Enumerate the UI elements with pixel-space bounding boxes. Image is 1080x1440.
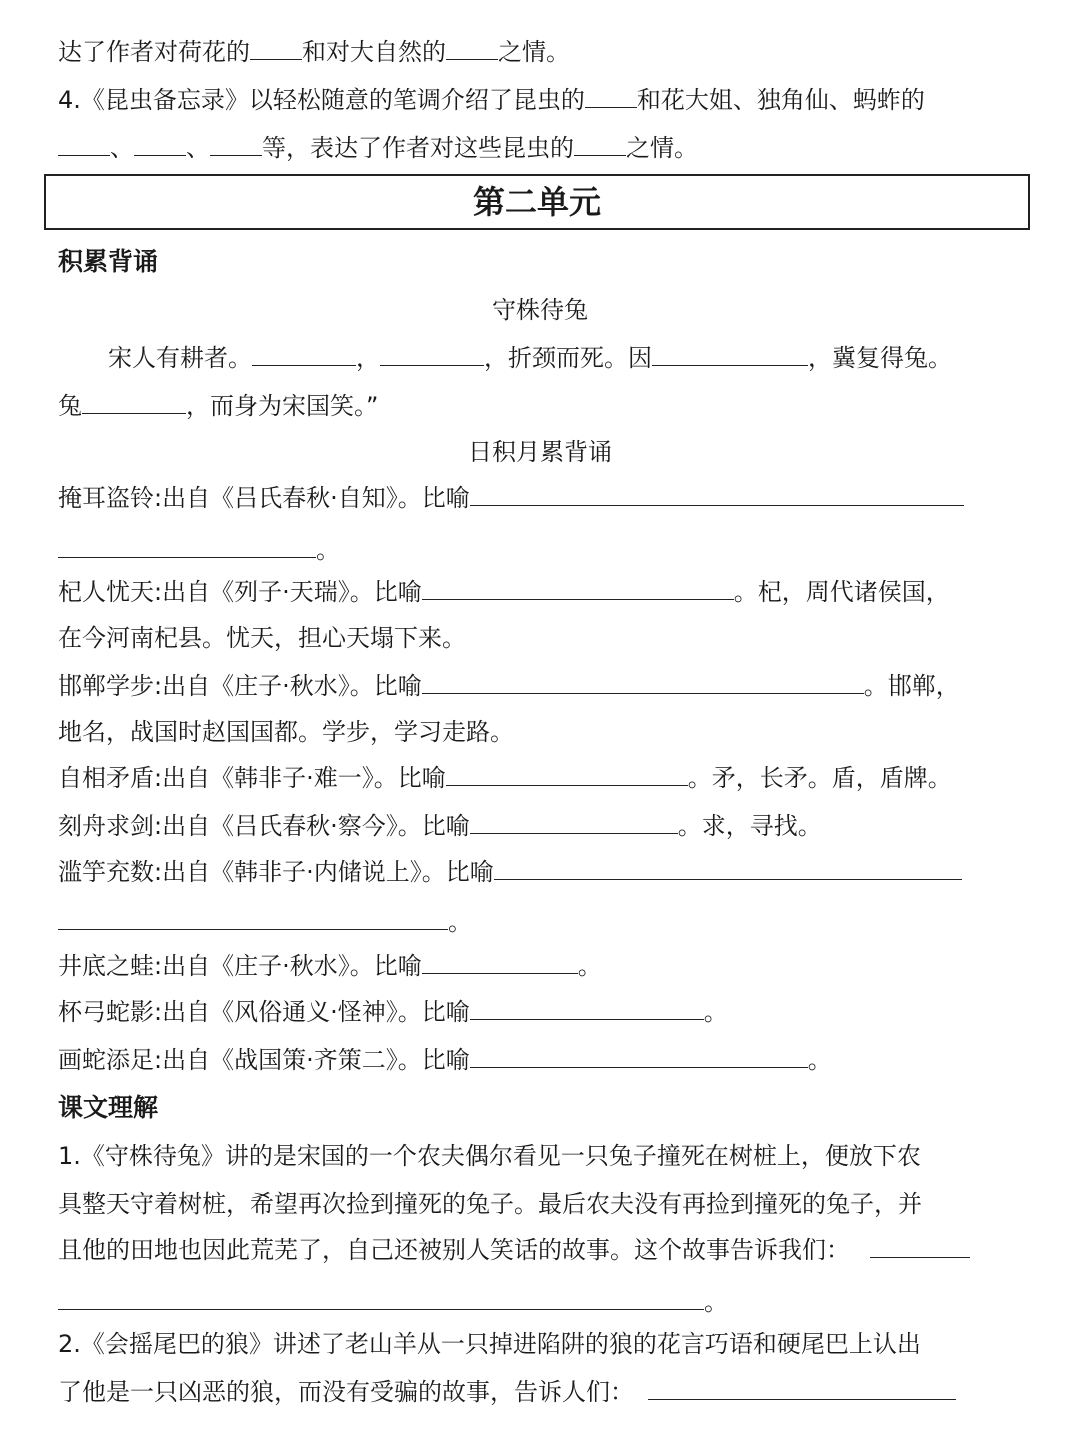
answer-blank[interactable] [58, 133, 110, 156]
answer-blank[interactable] [574, 133, 626, 156]
answer-blank[interactable] [652, 343, 808, 366]
idiom-6-cont: 。 [58, 906, 472, 938]
answer-blank[interactable] [470, 483, 964, 506]
idiom-8: 杯弓蛇影:出自《风俗通义·怪神》。比喻 。 [58, 998, 728, 1026]
poem-line-2: 兔 ，而身为宋国笑。” [58, 392, 379, 420]
idiom-3-cont: 地名，战国时赵国国都。学步，学习走路。 [58, 718, 514, 746]
idiom-2: 杞人忧天:出自《列子·天瑞》。比喻 。杞，周代诸侯国， [58, 578, 950, 606]
answer-blank[interactable] [470, 1045, 808, 1068]
answer-blank[interactable] [446, 763, 688, 786]
answer-blank[interactable] [422, 671, 864, 694]
comprehension-q1-line1: 1.《守株待兔》讲的是宋国的一个农夫偶尔看见一只兔子撞死在树桩上，便放下农 [58, 1142, 921, 1170]
answer-blank[interactable] [82, 391, 186, 414]
answer-blank[interactable] [250, 37, 302, 60]
comprehension-q1-line3: 且他的田地也因此荒芜了，自己还被别人笑话的故事。这个故事告诉我们： [58, 1234, 970, 1266]
poem-title: 守株待兔 [492, 296, 588, 324]
section-heading-accumulation: 积累背诵 [58, 247, 159, 276]
answer-blank[interactable] [422, 577, 734, 600]
comprehension-q1-line2: 具整天守着树桩，希望再次捡到撞死的兔子。最后农夫没有再捡到撞死的兔子，并 [58, 1190, 922, 1218]
unit1-q4-line1: 4.《昆虫备忘录》以轻松随意的笔调介绍了昆虫的 和花大姐、独角仙、蚂蚱的 [58, 86, 925, 114]
answer-blank[interactable] [470, 997, 704, 1020]
answer-blank[interactable] [870, 1235, 970, 1258]
comprehension-q2-line1: 2.《会摇尾巴的狼》讲述了老山羊从一只掉进陷阱的狼的花言巧语和硬尾巴上认出 [58, 1330, 921, 1358]
answer-blank[interactable] [58, 907, 448, 930]
answer-blank[interactable] [494, 857, 962, 880]
idiom-1: 掩耳盗铃:出自《吕氏春秋·自知》。比喻 [58, 482, 964, 514]
section-heading-comprehension: 课文理解 [58, 1093, 159, 1122]
comprehension-q2-line2: 了他是一只凶恶的狼，而没有受骗的故事，告诉人们： [58, 1376, 956, 1408]
idiom-4: 自相矛盾:出自《韩非子·难一》。比喻 。矛，长矛。盾，盾牌。 [58, 764, 952, 792]
idiom-1-cont: 。 [58, 534, 340, 566]
unit1-q3-tail: 达了作者对荷花的 和对大自然的 之情。 [58, 38, 570, 66]
answer-blank[interactable] [210, 133, 262, 156]
idioms-title: 日积月累背诵 [468, 438, 612, 466]
idiom-3: 邯郸学步:出自《庄子·秋水》。比喻 。邯郸， [58, 672, 960, 700]
idiom-9: 画蛇添足:出自《战国策·齐策二》。比喻 。 [58, 1046, 832, 1074]
answer-blank[interactable] [422, 951, 578, 974]
unit-title-banner: 第二单元 [44, 174, 1030, 230]
comprehension-q1-cont: 。 [58, 1286, 728, 1318]
idiom-5: 刻舟求剑:出自《吕氏春秋·察今》。比喻 。求，寻找。 [58, 812, 822, 840]
answer-blank[interactable] [134, 133, 186, 156]
answer-blank[interactable] [585, 85, 637, 108]
answer-blank[interactable] [58, 1287, 704, 1310]
poem-line-1: 宋人有耕者。 ， ，折颈而死。因 ，冀复得兔。 [108, 344, 952, 372]
answer-blank[interactable] [470, 811, 678, 834]
answer-blank[interactable] [252, 343, 356, 366]
answer-blank[interactable] [446, 37, 498, 60]
answer-blank[interactable] [380, 343, 484, 366]
idiom-2-cont: 在今河南杞县。忧天，担心天塌下来。 [58, 624, 466, 652]
idiom-7: 井底之蛙:出自《庄子·秋水》。比喻 。 [58, 952, 602, 980]
answer-blank[interactable] [648, 1377, 956, 1400]
answer-blank[interactable] [58, 535, 316, 558]
unit1-q4-line2: 、 、 等，表达了作者对这些昆虫的 之情。 [58, 132, 698, 164]
idiom-6: 滥竽充数:出自《韩非子·内储说上》。比喻 [58, 856, 962, 888]
